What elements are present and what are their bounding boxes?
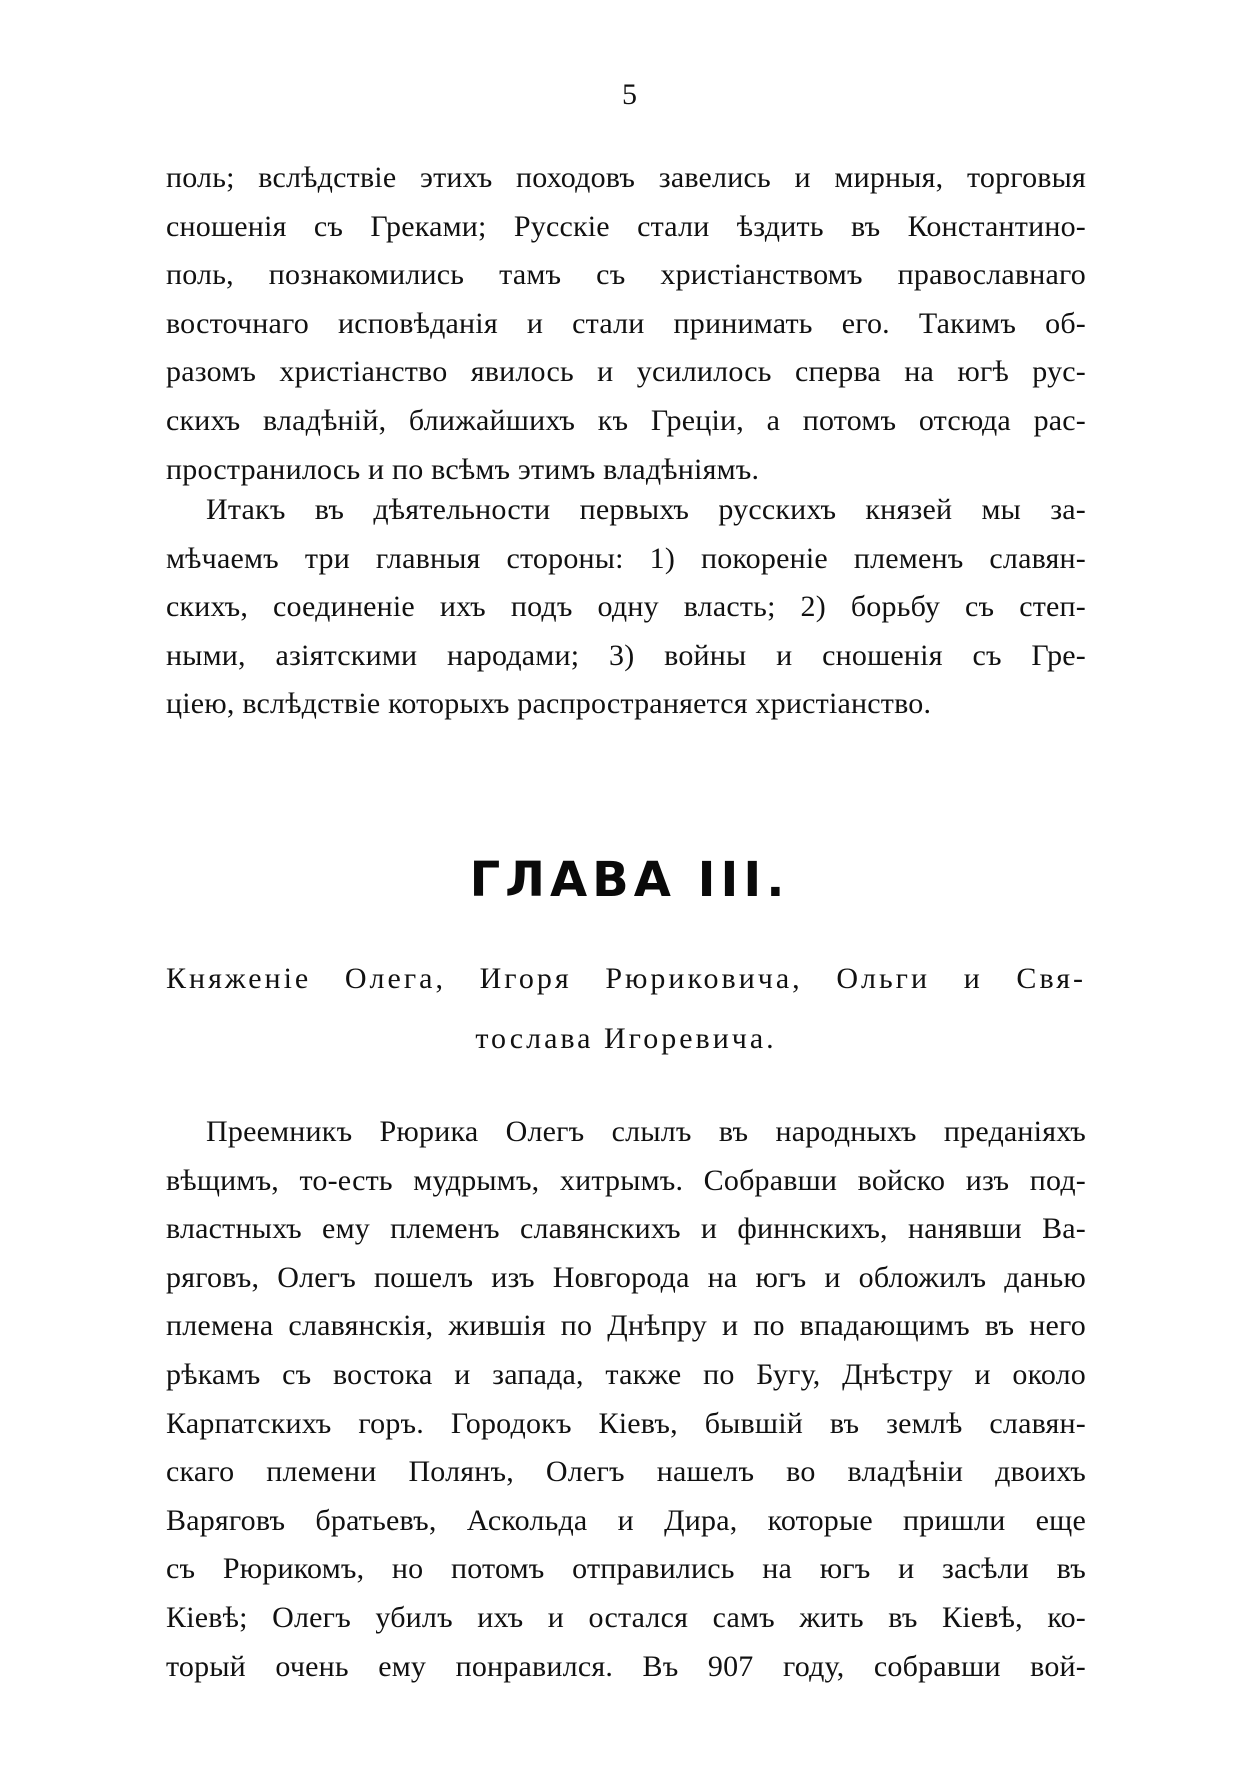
text-line: Итакъ въ дѣятельности первыхъ русскихъ князей мы за- <box>206 493 1086 526</box>
chapter-title: ГЛАВА III. <box>469 852 790 908</box>
paragraph-1 <box>166 154 1086 494</box>
page-number: 5 <box>622 78 637 111</box>
text-line: племена славянскія, жившія по Днѣпру и по впадающимъ въ него <box>166 1309 1086 1343</box>
text-line: Кіевѣ; Олегъ убилъ ихъ и остался самъ жить въ Кіевѣ, ко- <box>166 1600 1086 1634</box>
text-line: мѣчаемъ три главныя стороны: 1) покореніе племенъ славян- <box>166 541 1086 575</box>
text-line: съ Рюрикомъ, но потомъ отправились на югъ и засѣли въ <box>166 1552 1086 1586</box>
text-line: сношенія съ Греками; Русскіе стали ѣздить въ Константино- <box>166 209 1086 243</box>
text-line: Варяговъ братьевъ, Аскольда и Дира, которые пришли еще <box>166 1503 1086 1537</box>
text-line: вѣщимъ, то-есть мудрымъ, хитрымъ. Собравши войско изъ под- <box>166 1163 1086 1197</box>
chapter-subtitle-line-2: тослава Игоревича. <box>475 1022 777 1055</box>
text-line: поль; вслѣдствіе этихъ походовъ завелись и мирныя, торговыя <box>166 161 1086 194</box>
text-line: рѣкамъ съ востока и запада, также по Бугу, Днѣстру и около <box>166 1357 1086 1391</box>
text-line: Преемникъ Рюрика Олегъ слылъ въ народныхъ преданіяхъ <box>206 1115 1086 1148</box>
text-line: ціею, вслѣдствіе которыхъ распространяется христіанство. <box>166 687 932 721</box>
text-line: поль, познакомились тамъ съ христіанствомъ православнаго <box>166 258 1086 292</box>
text-line: ными, азіятскими народами; 3) войны и сношенія съ Гре- <box>166 638 1086 672</box>
text-line: восточнаго исповѣданія и стали принимать его. Такимъ об- <box>166 306 1086 340</box>
text-line: ряговъ, Олегъ пошелъ изъ Новгорода на югъ и обложилъ данью <box>166 1260 1086 1294</box>
text-line: скаго племени Полянъ, Олегъ нашелъ во владѣніи двоихъ <box>166 1455 1086 1489</box>
paragraph-3 <box>166 1108 1086 1691</box>
chapter-subtitle-line-1: Княженіе Олега, Игоря Рюриковича, Ольги и Свя- <box>166 962 1086 995</box>
text-line: Карпатскихъ горъ. Городокъ Кіевъ, бывшій въ землѣ славян- <box>166 1406 1086 1440</box>
text-line: властныхъ ему племенъ славянскихъ и финнскихъ, нанявши Ва- <box>166 1212 1086 1246</box>
text-line: торый очень ему понравился. Въ 907 году, собравши вой- <box>166 1649 1086 1683</box>
text-line: пространилось и по всѣмъ этимъ владѣніямъ. <box>166 452 760 486</box>
text-line: скихъ владѣній, ближайшихъ къ Греціи, а потомъ отсюда рас- <box>166 403 1086 437</box>
text-line: скихъ, соединеніе ихъ подъ одну власть; 2) борьбу съ степ- <box>166 590 1086 624</box>
paragraph-2 <box>166 486 1086 729</box>
text-line: разомъ христіанство явилось и усилилось сперва на югѣ рус- <box>166 355 1086 389</box>
